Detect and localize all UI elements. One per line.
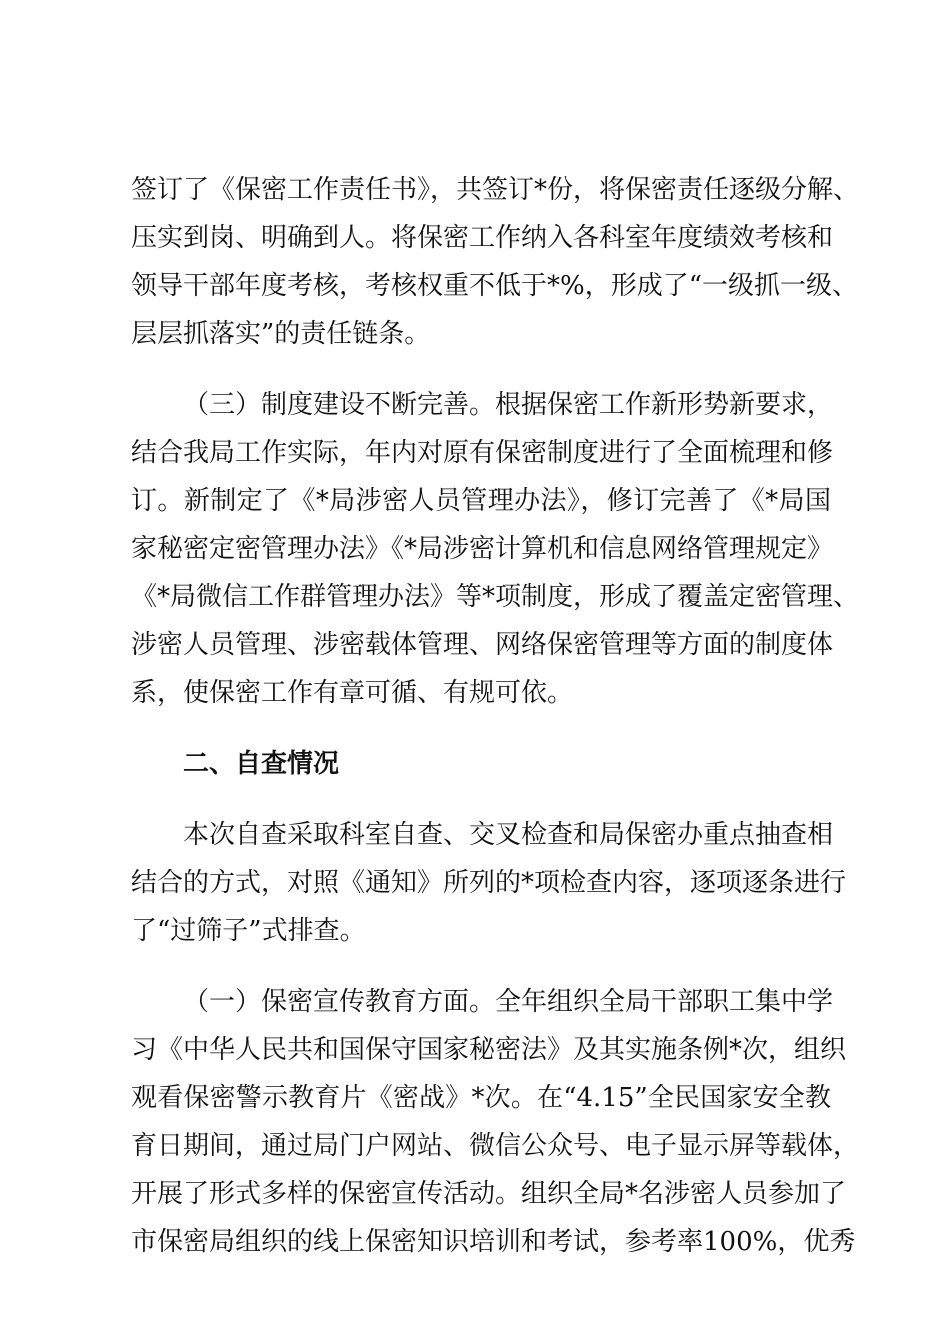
section-heading: 二、自查情况	[183, 749, 340, 779]
text-line: 家秘密定密管理办法》《*局涉密计算机和信息网络管理规定》	[131, 534, 834, 564]
text-line: 市保密局组织的线上保密知识培训和考试，参考率100%，优秀	[131, 1227, 856, 1257]
text-line: 育日期间，通过局门户网站、微信公众号、电子显示屏等载体，	[131, 1131, 860, 1161]
text-line: 签订了《保密工作责任书》，共签订*份，将保密责任逐级分解、	[131, 175, 860, 205]
text-line: 订。新制定了《*局涉密人员管理办法》，修订完善了《*局国	[131, 486, 831, 516]
paragraph-system-building	[131, 381, 860, 717]
paragraph-publicity-education	[131, 978, 860, 1266]
text-line: 领导干部年度考核，考核权重不低于*%，形成了“一级抓一级、	[131, 271, 858, 301]
text-line: 结合的方式，对照《通知》所列的*项检查内容，逐项逐条进行	[131, 868, 847, 898]
text-line: （三）制度建设不断完善。根据保密工作新形势新要求，	[183, 390, 834, 420]
text-line: （一）保密宣传教育方面。全年组织全局干部职工集中学	[183, 987, 834, 1017]
text-line: 习《中华人民共和国保守国家秘密法》及其实施条例*次，组织	[131, 1035, 847, 1065]
paragraph-self-inspection	[131, 811, 847, 955]
text-line: 涉密人员管理、涉密载体管理、网络保密管理等方面的制度体	[131, 630, 834, 660]
paragraph-responsibility	[131, 166, 860, 358]
text-line: 本次自查采取科室自查、交叉检查和局保密办重点抽查相	[183, 820, 834, 850]
document-body	[131, 166, 860, 1266]
text-line: 层层抓落实”的责任链条。	[131, 319, 431, 349]
text-line: 开展了形式多样的保密宣传活动。组织全局*名涉密人员参加了	[131, 1179, 847, 1209]
text-line: 结合我局工作实际，年内对原有保密制度进行了全面梳理和修	[131, 438, 834, 468]
text-line: 观看保密警示教育片《密战》*次。在“4.15”全民国家安全教	[131, 1083, 831, 1113]
text-line: 《*局微信工作群管理办法》等*项制度，形成了覆盖定密管理、	[131, 582, 860, 612]
text-line: 了“过筛子”式排查。	[131, 916, 366, 946]
text-line: 系，使保密工作有章可循、有规可依。	[131, 678, 574, 708]
text-line: 压实到岗、明确到人。将保密工作纳入各科室年度绩效考核和	[131, 223, 834, 253]
